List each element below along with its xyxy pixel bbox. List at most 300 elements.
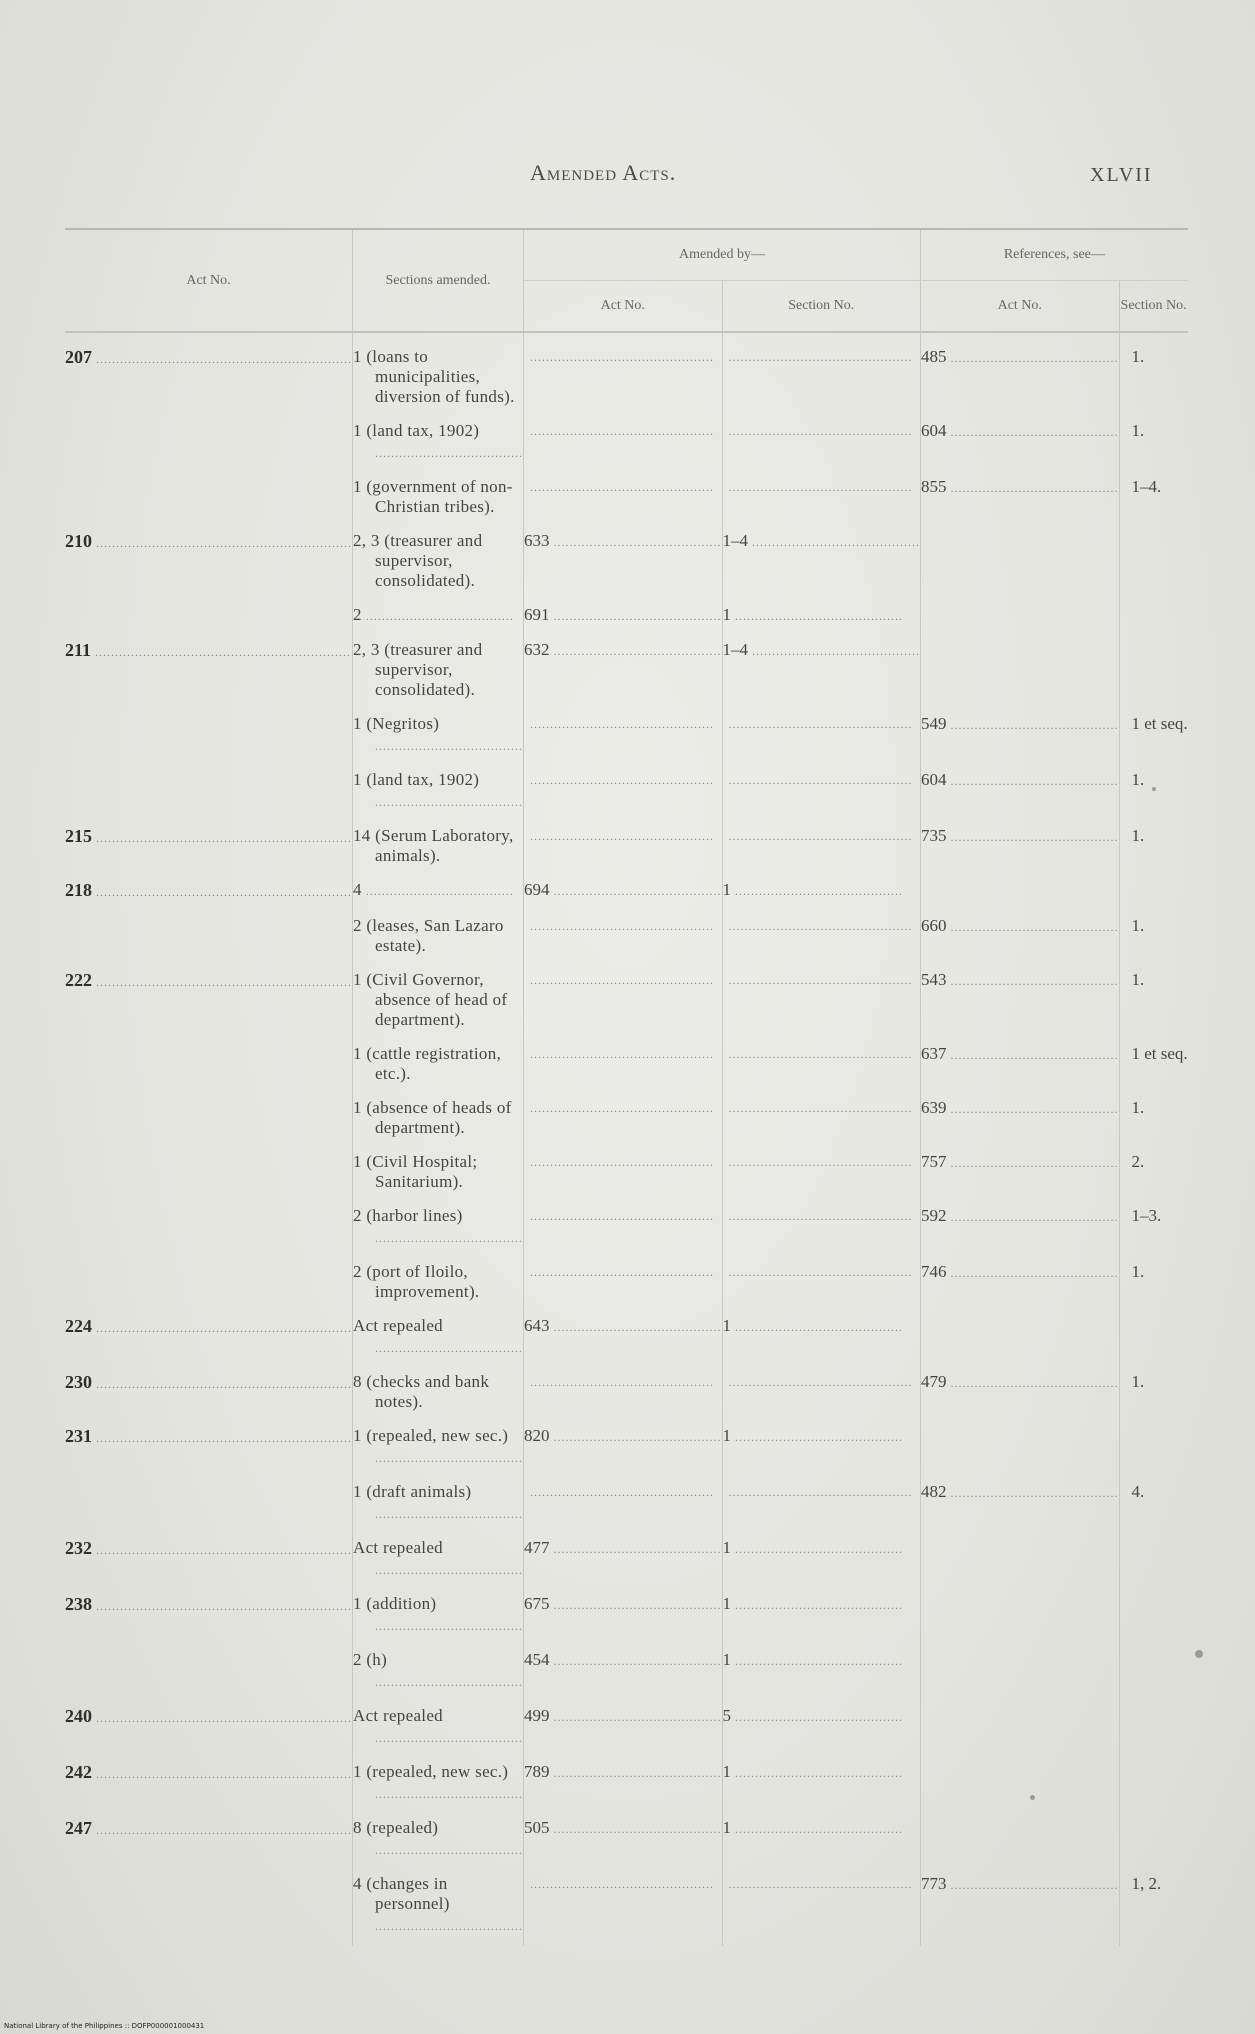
section-description: 1 (Civil Governor, absence of head of department). xyxy=(353,970,508,1029)
paper-speck xyxy=(1195,1650,1203,1658)
ref-act-no-cell xyxy=(921,876,1120,912)
ref-section-no-cell xyxy=(1119,1312,1188,1368)
amended-section-number: 1 ..... xyxy=(723,1818,921,1839)
leader-dots: .............................................. xyxy=(530,919,714,933)
table-row xyxy=(65,766,1188,822)
amended-act-no-cell xyxy=(524,1422,723,1478)
ref-section-no-cell xyxy=(1119,332,1188,417)
section-description: 2 (h) ..... xyxy=(353,1650,523,1692)
act-no-cell xyxy=(65,876,353,912)
act-number: 218 ..... xyxy=(65,880,352,902)
table-row xyxy=(65,636,1188,710)
amended-act-no-cell xyxy=(524,822,723,876)
col-header-references: References, see— xyxy=(921,229,1188,281)
act-number: 210 ..... xyxy=(65,531,352,553)
act-no-cell xyxy=(65,473,353,527)
amended-act-no-cell xyxy=(524,966,723,1040)
leader-dots: .............................................. xyxy=(728,717,913,731)
col-header-ref-section-no: Section No. xyxy=(1119,281,1188,333)
ref-section-number: 1. xyxy=(1131,1262,1145,1281)
ref-section-number: 1. xyxy=(1131,826,1145,845)
amended-act-no-cell xyxy=(524,1702,723,1758)
act-number: 232 ..... xyxy=(65,1538,352,1560)
leader-dots: .............................................. xyxy=(530,1047,714,1061)
leader-dots: .............................................. xyxy=(728,773,913,787)
section-description: 1 (government of non-Christian tribes). xyxy=(353,477,513,516)
amended-section-no-cell xyxy=(722,1312,921,1368)
ref-act-no-cell xyxy=(921,1422,1120,1478)
amended-section-number: 5 ..... xyxy=(723,1706,921,1727)
sections-amended-cell xyxy=(353,966,524,1040)
act-number: 231 ..... xyxy=(65,1426,352,1448)
act-no-cell xyxy=(65,601,353,636)
sections-amended-cell xyxy=(353,766,524,822)
leader-dots: .............................................. xyxy=(530,773,714,787)
col-header-sections-amended: Sections amended. xyxy=(353,229,524,332)
leader-dots: .............................................. xyxy=(530,1877,714,1891)
ref-act-no-cell xyxy=(921,966,1120,1040)
ref-act-no-cell xyxy=(921,417,1120,473)
ref-section-number: 1. xyxy=(1131,970,1145,989)
table-row xyxy=(65,332,1188,417)
table-row xyxy=(65,1814,1188,1870)
amended-act-no-cell xyxy=(524,1368,723,1422)
amended-section-no-cell xyxy=(722,1702,921,1758)
amended-section-no-cell xyxy=(722,1258,921,1312)
amended-section-no-cell xyxy=(722,1758,921,1814)
ref-section-no-cell xyxy=(1119,473,1188,527)
sections-amended-cell xyxy=(353,1534,524,1590)
sections-amended-cell xyxy=(353,473,524,527)
section-description: 1 (Negritos) ..... xyxy=(353,714,523,756)
ref-section-no-cell xyxy=(1119,1534,1188,1590)
ref-section-no-cell xyxy=(1119,417,1188,473)
amended-section-no-cell xyxy=(722,966,921,1040)
sections-amended-cell xyxy=(353,1590,524,1646)
amended-section-no-cell xyxy=(722,766,921,822)
act-no-cell xyxy=(65,1758,353,1814)
sections-amended-cell xyxy=(353,1870,524,1946)
ref-act-number: 746 ..... xyxy=(921,1262,1119,1283)
ref-section-no-cell xyxy=(1119,1758,1188,1814)
amended-act-no-cell xyxy=(524,527,723,601)
ref-act-number: 485 ..... xyxy=(921,347,1119,368)
act-number: 211 ..... xyxy=(65,640,352,662)
table-row xyxy=(65,1258,1188,1312)
amended-act-number: 499 ..... xyxy=(524,1706,722,1727)
act-no-cell xyxy=(65,417,353,473)
leader-dots: .............................................. xyxy=(728,973,913,987)
amended-section-number: 1–4 ..... xyxy=(723,640,921,661)
act-no-cell xyxy=(65,766,353,822)
act-no-cell xyxy=(65,1368,353,1422)
ref-act-no-cell xyxy=(921,912,1120,966)
section-description: 2 (leases, San Lazaro estate). xyxy=(353,916,504,955)
ref-act-number: 735 ..... xyxy=(921,826,1119,847)
table-row xyxy=(65,876,1188,912)
ref-section-no-cell xyxy=(1119,1478,1188,1534)
section-description: 4 (changes in personnel) ..... xyxy=(353,1874,523,1936)
amended-act-no-cell xyxy=(524,1590,723,1646)
ref-act-no-cell xyxy=(921,1368,1120,1422)
amended-act-number: 643 ..... xyxy=(524,1316,722,1337)
leader-dots: .............................................. xyxy=(530,1101,714,1115)
leader-dots: .............................................. xyxy=(728,829,913,843)
leader-dots: .............................................. xyxy=(530,1265,714,1279)
amended-act-no-cell xyxy=(524,710,723,766)
amended-act-no-cell xyxy=(524,473,723,527)
leader-dots: .............................................. xyxy=(728,1265,913,1279)
leader-dots: .............................................. xyxy=(530,717,714,731)
amended-section-no-cell xyxy=(722,1478,921,1534)
page-header xyxy=(0,160,1255,200)
leader-dots: .............................................. xyxy=(728,480,913,494)
ref-act-number: 637 ..... xyxy=(921,1044,1119,1065)
amended-section-no-cell xyxy=(722,1422,921,1478)
ref-act-no-cell xyxy=(921,710,1120,766)
amended-acts-table xyxy=(65,228,1188,1946)
act-no-cell xyxy=(65,1258,353,1312)
ref-section-number: 1–4. xyxy=(1131,477,1162,496)
table-row xyxy=(65,1534,1188,1590)
amended-section-number: 1–4 ..... xyxy=(723,531,921,552)
leader-dots: .............................................. xyxy=(728,1209,913,1223)
amended-act-no-cell xyxy=(524,1814,723,1870)
amended-section-no-cell xyxy=(722,1646,921,1702)
table-row xyxy=(65,822,1188,876)
amended-act-no-cell xyxy=(524,1478,723,1534)
section-description: 1 (land tax, 1902) ..... xyxy=(353,421,523,463)
ref-section-number: 1. xyxy=(1131,347,1145,366)
ref-section-no-cell xyxy=(1119,1368,1188,1422)
ref-section-no-cell xyxy=(1119,912,1188,966)
act-no-cell xyxy=(65,1094,353,1148)
act-number: 224 ..... xyxy=(65,1316,352,1338)
amended-section-no-cell xyxy=(722,332,921,417)
ref-section-number: 1. xyxy=(1131,1098,1145,1117)
sections-amended-cell xyxy=(353,1422,524,1478)
amended-section-no-cell xyxy=(722,1590,921,1646)
sections-amended-cell xyxy=(353,1258,524,1312)
ref-act-number: 479 ..... xyxy=(921,1372,1119,1393)
ref-act-no-cell xyxy=(921,332,1120,417)
table-row xyxy=(65,1702,1188,1758)
table-row xyxy=(65,966,1188,1040)
amended-act-no-cell xyxy=(524,1312,723,1368)
ref-section-number: 1 et seq. xyxy=(1131,714,1188,733)
table-row xyxy=(65,1646,1188,1702)
section-description: 1 (repealed, new sec.) ..... xyxy=(353,1762,523,1804)
section-description: Act repealed ..... xyxy=(353,1316,523,1358)
table-row xyxy=(65,1758,1188,1814)
section-description: 1 (land tax, 1902) ..... xyxy=(353,770,523,812)
paper-speck xyxy=(1030,1795,1035,1800)
ref-act-no-cell xyxy=(921,473,1120,527)
digitization-credit: National Library of the Philippines :: DOFP000001000431 xyxy=(4,2022,205,2030)
section-description: 2 (port of Iloilo, improvement). xyxy=(353,1262,480,1301)
amended-section-no-cell xyxy=(722,601,921,636)
act-no-cell xyxy=(65,1040,353,1094)
amended-act-no-cell xyxy=(524,766,723,822)
leader-dots: .............................................. xyxy=(728,919,913,933)
ref-act-number: 639 ..... xyxy=(921,1098,1119,1119)
act-number: 247 ..... xyxy=(65,1818,352,1840)
ref-act-no-cell xyxy=(921,1590,1120,1646)
table-body xyxy=(65,332,1188,1946)
ref-section-no-cell xyxy=(1119,1258,1188,1312)
amended-section-no-cell xyxy=(722,710,921,766)
act-number: 230 ..... xyxy=(65,1372,352,1394)
table-row xyxy=(65,527,1188,601)
ref-section-number: 4. xyxy=(1131,1482,1145,1501)
act-no-cell xyxy=(65,1312,353,1368)
amended-section-number: 1 ..... xyxy=(723,1426,921,1447)
act-number: 215 ..... xyxy=(65,826,352,848)
leader-dots: .............................................. xyxy=(728,1101,913,1115)
sections-amended-cell xyxy=(353,1312,524,1368)
act-no-cell xyxy=(65,1478,353,1534)
section-description: 2 (harbor lines) ..... xyxy=(353,1206,523,1248)
ref-section-no-cell xyxy=(1119,966,1188,1040)
section-description: 1 (Civil Hospital; Sanitarium). xyxy=(353,1152,478,1191)
ref-act-number: 660 ..... xyxy=(921,916,1119,937)
act-no-cell xyxy=(65,966,353,1040)
amended-section-no-cell xyxy=(722,1870,921,1946)
ref-act-no-cell xyxy=(921,1258,1120,1312)
amended-section-number: 1 ..... xyxy=(723,1650,921,1671)
amended-section-no-cell xyxy=(722,1814,921,1870)
leader-dots: .............................................. xyxy=(530,973,714,987)
table-row xyxy=(65,473,1188,527)
act-no-cell xyxy=(65,1422,353,1478)
col-header-amended-act-no: Act No. xyxy=(524,281,723,333)
amended-act-no-cell xyxy=(524,1646,723,1702)
act-number: 240 ..... xyxy=(65,1706,352,1728)
ref-section-number: 1, 2. xyxy=(1131,1874,1162,1893)
sections-amended-cell xyxy=(353,1040,524,1094)
ref-act-number: 482 ..... xyxy=(921,1482,1119,1503)
ref-act-number: 757 ..... xyxy=(921,1152,1119,1173)
table-row xyxy=(65,710,1188,766)
section-description: 1 (cattle registration, etc.). xyxy=(353,1044,502,1083)
act-no-cell xyxy=(65,1202,353,1258)
leader-dots: .............................................. xyxy=(530,424,714,438)
table-row xyxy=(65,417,1188,473)
leader-dots: .............................................. xyxy=(530,350,714,364)
table-row xyxy=(65,1094,1188,1148)
ref-act-no-cell xyxy=(921,1646,1120,1702)
amended-act-no-cell xyxy=(524,636,723,710)
amended-act-no-cell xyxy=(524,1258,723,1312)
section-description: 2, 3 (treasurer and supervisor, consolidated). xyxy=(353,531,483,590)
running-title: Amended Acts. xyxy=(530,160,677,185)
act-no-cell xyxy=(65,1646,353,1702)
ref-section-no-cell xyxy=(1119,636,1188,710)
table-row xyxy=(65,1478,1188,1534)
leader-dots: .............................................. xyxy=(728,1877,913,1891)
leader-dots: .............................................. xyxy=(728,1047,913,1061)
section-description: 1 (absence of heads of department). xyxy=(353,1098,512,1137)
sections-amended-cell xyxy=(353,1702,524,1758)
section-description: 2 ..... xyxy=(353,605,523,626)
leader-dots: .............................................. xyxy=(530,829,714,843)
ref-section-number: 1–3. xyxy=(1131,1206,1162,1225)
ref-section-no-cell xyxy=(1119,1702,1188,1758)
ref-section-no-cell xyxy=(1119,710,1188,766)
table-row xyxy=(65,1202,1188,1258)
leader-dots: .............................................. xyxy=(530,1209,714,1223)
table-row xyxy=(65,1040,1188,1094)
amended-section-no-cell xyxy=(722,417,921,473)
act-number: 207 ..... xyxy=(65,347,352,369)
ref-act-no-cell xyxy=(921,636,1120,710)
act-no-cell xyxy=(65,822,353,876)
leader-dots: .............................................. xyxy=(728,350,913,364)
table-row xyxy=(65,601,1188,636)
amended-act-no-cell xyxy=(524,601,723,636)
ref-section-number: 1. xyxy=(1131,1372,1145,1391)
ref-act-no-cell xyxy=(921,1148,1120,1202)
section-description: Act repealed ..... xyxy=(353,1706,523,1748)
leader-dots: .............................................. xyxy=(530,1155,714,1169)
amended-act-number: 820 ..... xyxy=(524,1426,722,1447)
sections-amended-cell xyxy=(353,1478,524,1534)
sections-amended-cell xyxy=(353,822,524,876)
ref-act-no-cell xyxy=(921,1312,1120,1368)
ref-section-no-cell xyxy=(1119,527,1188,601)
amended-act-number: 632 ..... xyxy=(524,640,722,661)
ref-act-number: 549 ..... xyxy=(921,714,1119,735)
section-description: 1 (loans to municipalities, diversion of funds). xyxy=(353,347,515,406)
amended-act-no-cell xyxy=(524,1094,723,1148)
act-no-cell xyxy=(65,1534,353,1590)
act-number: 238 ..... xyxy=(65,1594,352,1616)
col-header-act-no: Act No. xyxy=(65,229,353,332)
act-no-cell xyxy=(65,1590,353,1646)
ref-act-no-cell xyxy=(921,1534,1120,1590)
amended-act-no-cell xyxy=(524,417,723,473)
sections-amended-cell xyxy=(353,417,524,473)
leader-dots: .............................................. xyxy=(530,480,714,494)
leader-dots: .............................................. xyxy=(728,1155,913,1169)
act-no-cell xyxy=(65,1702,353,1758)
page-number: XLVII xyxy=(1090,164,1153,186)
amended-section-no-cell xyxy=(722,1148,921,1202)
sections-amended-cell xyxy=(353,1094,524,1148)
ref-act-no-cell xyxy=(921,1814,1120,1870)
ref-act-no-cell xyxy=(921,1870,1120,1946)
ref-section-no-cell xyxy=(1119,766,1188,822)
amended-section-number: 1 ..... xyxy=(723,880,921,901)
amended-act-no-cell xyxy=(524,876,723,912)
ref-act-no-cell xyxy=(921,601,1120,636)
table-row xyxy=(65,1368,1188,1422)
sections-amended-cell xyxy=(353,710,524,766)
ref-act-no-cell xyxy=(921,1202,1120,1258)
amended-section-number: 1 ..... xyxy=(723,1594,921,1615)
act-number: 222 ..... xyxy=(65,970,352,992)
amended-act-number: 789 ..... xyxy=(524,1762,722,1783)
ref-section-no-cell xyxy=(1119,1646,1188,1702)
leader-dots: .............................................. xyxy=(728,424,913,438)
leader-dots: .............................................. xyxy=(728,1375,913,1389)
sections-amended-cell xyxy=(353,912,524,966)
ref-section-no-cell xyxy=(1119,822,1188,876)
section-description: 14 (Serum Laboratory, animals). xyxy=(353,826,514,865)
amended-act-number: 633 ..... xyxy=(524,531,722,552)
amended-act-number: 505 ..... xyxy=(524,1818,722,1839)
section-description: 8 (repealed) ..... xyxy=(353,1818,523,1860)
ref-section-no-cell xyxy=(1119,1094,1188,1148)
act-no-cell xyxy=(65,636,353,710)
table-row xyxy=(65,912,1188,966)
act-no-cell xyxy=(65,710,353,766)
amended-section-no-cell xyxy=(722,822,921,876)
ref-section-no-cell xyxy=(1119,1814,1188,1870)
amended-act-number: 691 ..... xyxy=(524,605,722,626)
amended-act-number: 694 ..... xyxy=(524,880,722,901)
amended-act-no-cell xyxy=(524,912,723,966)
amended-section-no-cell xyxy=(722,473,921,527)
ref-act-no-cell xyxy=(921,1758,1120,1814)
table-row xyxy=(65,1590,1188,1646)
amended-act-number: 454 ..... xyxy=(524,1650,722,1671)
amended-act-no-cell xyxy=(524,1534,723,1590)
ref-act-number: 604 ..... xyxy=(921,770,1119,791)
ref-act-no-cell xyxy=(921,1478,1120,1534)
ref-act-number: 592 ..... xyxy=(921,1206,1119,1227)
section-description: 1 (draft animals) ..... xyxy=(353,1482,523,1524)
ref-act-no-cell xyxy=(921,1040,1120,1094)
ref-section-number: 1. xyxy=(1131,770,1145,789)
act-no-cell xyxy=(65,912,353,966)
ref-act-no-cell xyxy=(921,1094,1120,1148)
section-description: 4 ..... xyxy=(353,880,523,901)
amended-act-no-cell xyxy=(524,1870,723,1946)
act-number: 242 ..... xyxy=(65,1762,352,1784)
leader-dots: .............................................. xyxy=(530,1485,714,1499)
sections-amended-cell xyxy=(353,332,524,417)
sections-amended-cell xyxy=(353,527,524,601)
section-description: 2, 3 (treasurer and supervisor, consolidated). xyxy=(353,640,483,699)
ref-section-no-cell xyxy=(1119,1202,1188,1258)
amended-section-number: 1 ..... xyxy=(723,1538,921,1559)
amended-act-no-cell xyxy=(524,1148,723,1202)
amended-act-no-cell xyxy=(524,1040,723,1094)
table-row xyxy=(65,1312,1188,1368)
sections-amended-cell xyxy=(353,1758,524,1814)
sections-amended-cell xyxy=(353,1646,524,1702)
act-no-cell xyxy=(65,527,353,601)
amended-section-no-cell xyxy=(722,636,921,710)
ref-section-no-cell xyxy=(1119,1422,1188,1478)
amended-section-number: 1 ..... xyxy=(723,605,921,626)
ref-act-number: 604 ..... xyxy=(921,421,1119,442)
ref-act-no-cell xyxy=(921,1702,1120,1758)
leader-dots: .............................................. xyxy=(530,1375,714,1389)
act-no-cell xyxy=(65,1870,353,1946)
sections-amended-cell xyxy=(353,876,524,912)
paper-speck xyxy=(1152,787,1156,791)
amended-section-no-cell xyxy=(722,912,921,966)
table-row xyxy=(65,1870,1188,1946)
amended-section-no-cell xyxy=(722,1202,921,1258)
sections-amended-cell xyxy=(353,1148,524,1202)
amended-act-no-cell xyxy=(524,332,723,417)
ref-section-no-cell xyxy=(1119,601,1188,636)
col-header-amended-section-no: Section No. xyxy=(722,281,921,333)
ref-section-no-cell xyxy=(1119,1870,1188,1946)
